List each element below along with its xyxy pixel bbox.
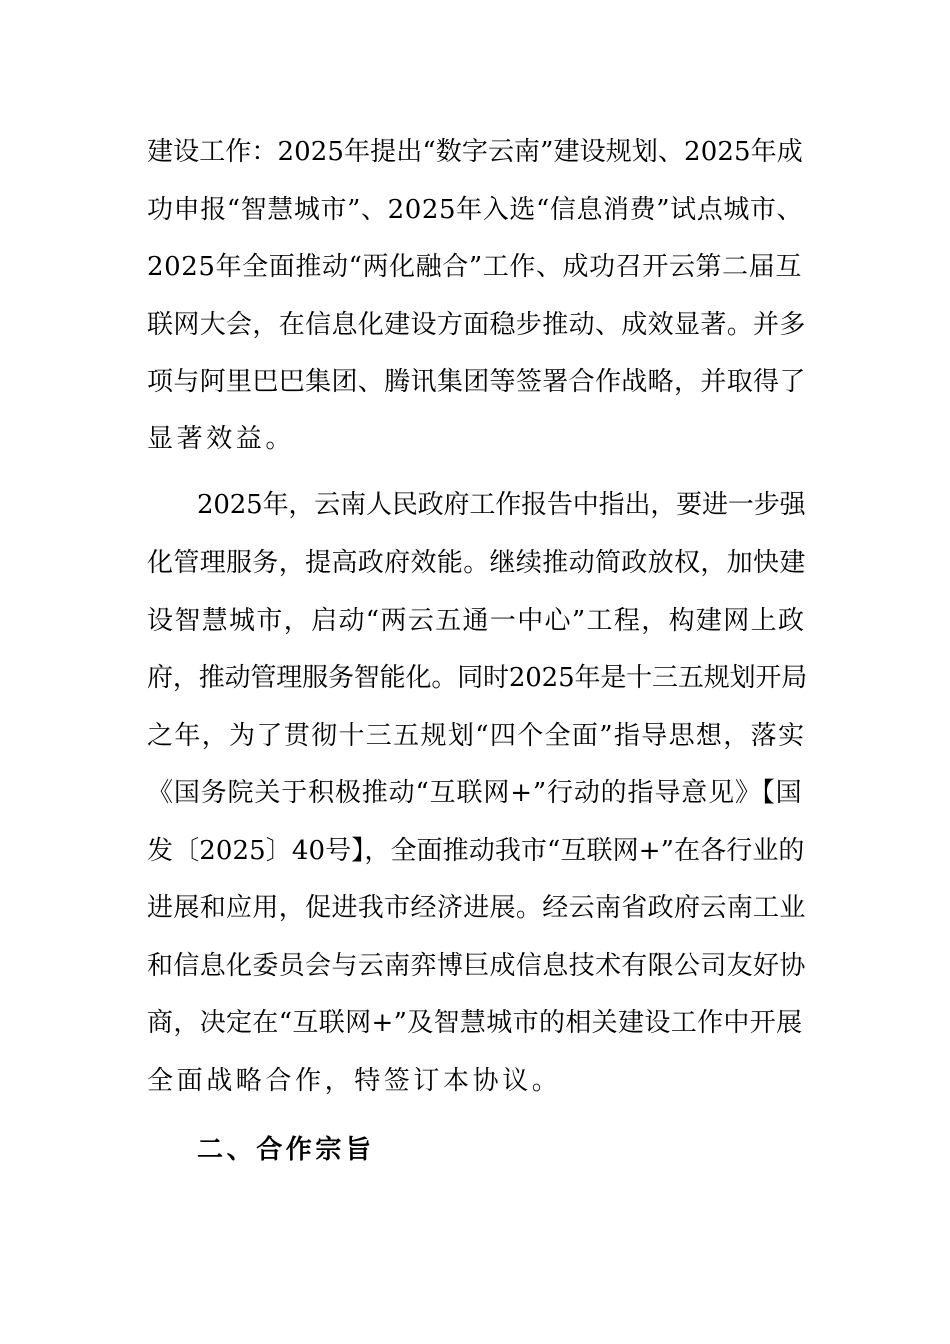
paragraph-1-line-4: 联网大会，在信息化建设方面稳步推动、成效显著。并多 [147, 310, 806, 340]
paragraph-2-line-11: 全面战略合作，特签订本协议。 [147, 1066, 562, 1096]
paragraph-2-line-7: 发〔2025〕40号】，全面推动我市“互联网+”在各行业的 [147, 836, 805, 866]
paragraph-2-line-10: 商，决定在“互联网+”及智慧城市的相关建设工作中开展 [147, 1008, 803, 1038]
paragraph-1-line-5: 项与阿里巴巴集团、腾讯集团等签署合作战略，并取得了 [147, 367, 806, 397]
paragraph-2-line-4: 府，推动管理服务智能化。同时2025年是十三五规划开局 [147, 663, 808, 693]
paragraph-2-line-9: 和信息化委员会与云南弈博巨成信息技术有限公司友好协 [147, 951, 806, 981]
paragraph-2-line-3: 设智慧城市，启动“两云五通一中心”工程，构建网上政 [147, 606, 806, 636]
paragraph-2-line-5: 之年，为了贯彻十三五规划“四个全面”指导思想，落实 [147, 721, 806, 751]
paragraph-2-line-2: 化管理服务，提高政府效能。继续推动简政放权，加快建 [147, 548, 806, 578]
paragraph-1-line-3: 2025年全面推动“两化融合”工作、成功召开云第二届互 [147, 252, 802, 282]
paragraph-1-line-2: 功申报“智慧城市”、2025年入选“信息消费”试点城市、 [147, 195, 804, 225]
section-heading: 二、合作宗旨 [197, 1135, 375, 1165]
paragraph-1-line-1: 建设工作：2025年提出“数字云南”建设规划、2025年成 [147, 137, 803, 167]
paragraph-2-line-6: 《国务院关于积极推动“互联网+”行动的指导意见》【国 [147, 778, 803, 808]
paragraph-1-line-6: 显著效益。 [147, 424, 296, 454]
paragraph-2-line-1: 2025年，云南人民政府工作报告中指出，要进一步强 [197, 490, 806, 520]
paragraph-2-line-8: 进展和应用，促进我市经济进展。经云南省政府云南工业 [147, 893, 806, 923]
